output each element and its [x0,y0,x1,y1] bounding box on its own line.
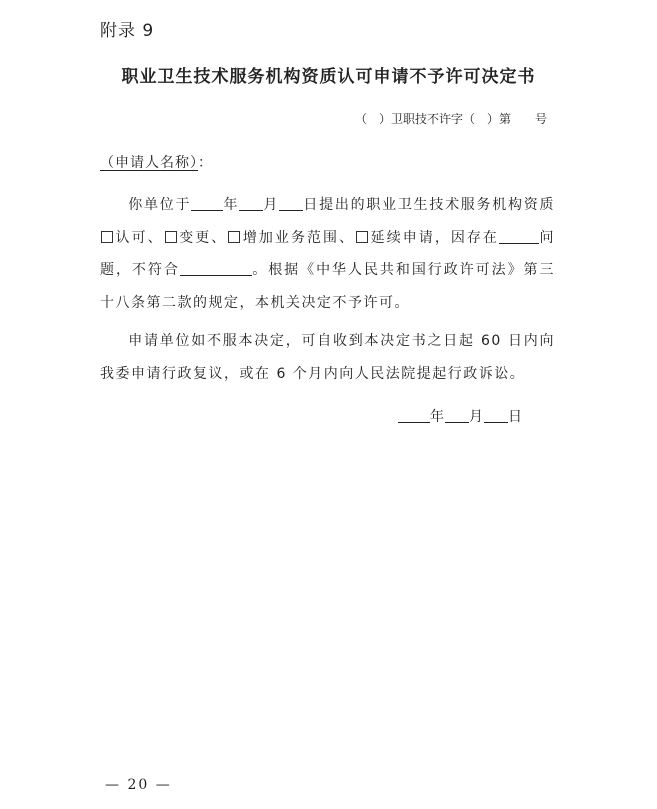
option-scope-increase: 增加业务范围、 [242,229,356,246]
sign-day-blank [484,408,508,423]
day-blank [279,196,303,211]
checkbox-scope-increase [228,231,240,243]
sign-month-label: 月 [469,409,484,425]
month-label: 月 [263,197,280,213]
option-certification: 认可、 [115,229,164,246]
appendix-label: 附录 9 [100,21,155,41]
signature-date-line [398,406,523,426]
option-change: 变更、 [178,229,228,246]
decision-paragraph [100,189,555,319]
sign-year-blank [398,408,430,423]
para1-start: 你单位于 [128,197,192,213]
document-number: （ ）卫职技不许字（ ）第 号 [354,112,547,126]
year-blank [191,196,223,211]
document-title: 职业卫生技术服务机构资质认可申请不予许可决定书 [121,67,536,87]
issue-label: 问题， [100,229,556,278]
year-label: 年 [223,197,240,213]
issue-blank [499,229,539,244]
sign-year-label: 年 [430,409,445,425]
checkbox-renewal [356,231,368,243]
applicant-name-placeholder: （申请人名称） [100,155,198,171]
sign-day-label: 日 [508,409,523,425]
checkbox-certification [101,231,113,243]
applicant-name-line [100,152,213,172]
option-renewal: 延续申请，因存在 [370,229,499,246]
applicant-colon: ： [198,155,213,171]
checkbox-change [165,231,177,243]
page-number: — 20 — [105,777,172,793]
day-text: 日提出的职业卫生技术服务机构资质 [303,197,556,213]
appeal-paragraph [100,325,555,390]
month-blank [239,196,263,211]
not-conform-label: 不符合 [131,262,180,278]
sign-month-blank [445,408,469,423]
appeal-text: 申请单位如不服本决定，可自收到本决定书之日起 60 日内向我委申请行政复议，或在 6 个月内向人民法院提起行政诉讼。 [100,333,555,382]
requirement-blank [180,261,252,276]
legal-basis-text: 。根据《中华人民共和国行政许可法》第三十八条第二款的规定，本机关决定不予许可。 [100,262,556,311]
